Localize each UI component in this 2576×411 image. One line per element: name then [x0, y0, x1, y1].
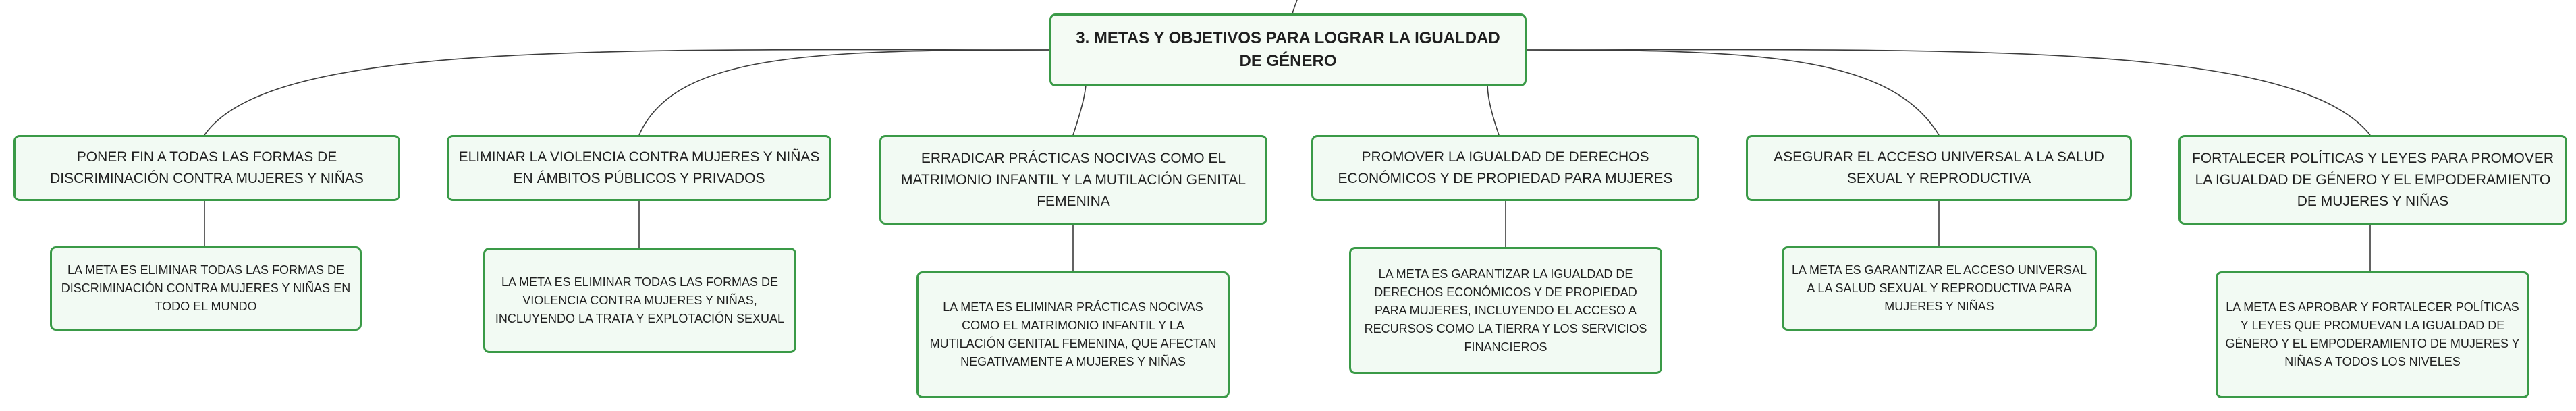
connector-root-goal-6 — [1527, 50, 2370, 135]
goal-5-description-text: LA META ES GARANTIZAR EL ACCESO UNIVERSAL A LA SALUD SEXUAL Y REPRODUCTIVA PARA MUJERES Y NIÑAS — [1791, 263, 2087, 313]
goal-node-3[interactable] — [879, 135, 1267, 225]
goal-node-2[interactable] — [447, 135, 831, 201]
goal-2-description[interactable] — [483, 248, 796, 353]
goal-node-3-label: ERRADICAR PRÁCTICAS NOCIVAS COMO EL MATRIMONIO INFANTIL Y LA MUTILACIÓN GENITAL FEMENINA — [900, 150, 1246, 209]
goal-3-description[interactable] — [916, 271, 1230, 398]
connector-root-goal-2 — [639, 50, 1049, 135]
goal-4-description[interactable] — [1349, 247, 1662, 374]
connector-root-goal-1 — [204, 50, 1049, 135]
goal-3-description-text: LA META ES ELIMINAR PRÁCTICAS NOCIVAS COMO EL MATRIMONIO INFANTIL Y LA MUTILACIÓN GENITAL FEMENINA, QUE AFECTAN NEGATIVAMENTE A MUJERES Y NIÑAS — [929, 300, 1217, 368]
goal-node-6[interactable] — [2178, 135, 2567, 225]
goal-6-description[interactable] — [2216, 271, 2529, 398]
root-topic-label: 3. METAS Y OBJETIVOS PARA LOGRAR LA IGUALDAD DE GÉNERO — [1076, 29, 1500, 70]
goal-4-description-text: LA META ES GARANTIZAR LA IGUALDAD DE DERECHOS ECONÓMICOS Y DE PROPIEDAD PARA MUJERES, INCLUYENDO EL ACCESO A RECURSOS COMO LA TIERRA Y LOS SERVICIOS FINANCIEROS — [1364, 267, 1647, 354]
goal-1-description-text: LA META ES ELIMINAR TODAS LAS FORMAS DE DISCRIMINACIÓN CONTRA MUJERES Y NIÑAS EN TODO EL MUNDO — [61, 263, 351, 313]
root-topic[interactable] — [1049, 13, 1527, 86]
connector-root-goal-5 — [1527, 50, 1939, 135]
goal-6-description-text: LA META ES APROBAR Y FORTALECER POLÍTICAS Y LEYES QUE PROMUEVAN LA IGUALDAD DE GÉNERO Y EL EMPODERAMIENTO DE MUJERES Y NIÑAS A TODOS LOS NIVELES — [2225, 300, 2520, 368]
goal-node-1-label: PONER FIN A TODAS LAS FORMAS DE DISCRIMINACIÓN CONTRA MUJERES Y NIÑAS — [50, 149, 364, 186]
goal-node-2-label: ELIMINAR LA VIOLENCIA CONTRA MUJERES Y NIÑAS EN ÁMBITOS PÚBLICOS Y PRIVADOS — [458, 149, 820, 186]
goal-node-6-label: FORTALECER POLÍTICAS Y LEYES PARA PROMOVER LA IGUALDAD DE GÉNERO Y EL EMPODERAMIENTO DE MUJERES Y NIÑAS — [2191, 150, 2554, 209]
goal-node-5[interactable] — [1746, 135, 2132, 201]
goal-1-description[interactable] — [50, 246, 362, 331]
goal-2-description-text: LA META ES ELIMINAR TODAS LAS FORMAS DE VIOLENCIA CONTRA MUJERES Y NIÑAS, INCLUYENDO LA TRATA Y EXPLOTACIÓN SEXUAL — [495, 275, 785, 325]
goal-node-4[interactable] — [1311, 135, 1699, 201]
goal-node-4-label: PROMOVER LA IGUALDAD DE DERECHOS ECONÓMICOS Y DE PROPIEDAD PARA MUJERES — [1338, 149, 1673, 186]
goal-node-1[interactable] — [13, 135, 400, 201]
goal-5-description[interactable] — [1782, 246, 2097, 331]
goal-node-5-label: ASEGURAR EL ACCESO UNIVERSAL A LA SALUD SEXUAL Y REPRODUCTIVA — [1774, 149, 2104, 186]
connector-root-parent — [1292, 0, 1297, 13]
